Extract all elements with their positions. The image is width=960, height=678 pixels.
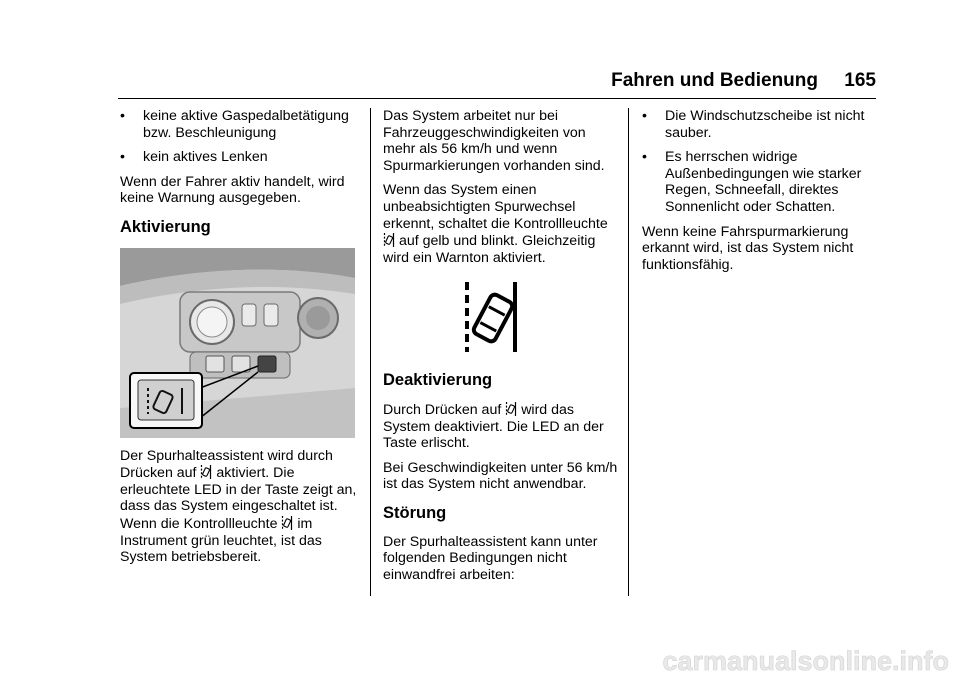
paragraph: Wenn der Fahrer aktiv handelt, wird keine Warnung ausgegeben. — [120, 173, 345, 207]
column-3 — [642, 108, 876, 281]
list-item — [120, 108, 360, 141]
heading-aktivierung: Aktivierung — [120, 217, 211, 236]
text: im Instrument grün leuchtet, ist das System betriebsbereit. — [120, 515, 322, 566]
lane-assist-icon — [281, 515, 293, 531]
header-rule — [118, 98, 876, 99]
heading-stoerung: Störung — [383, 503, 447, 522]
paragraph — [383, 182, 618, 266]
watermark-text: carmanualsonline.info — [662, 646, 949, 676]
column-divider — [370, 108, 371, 596]
bullet-mark: • — [642, 149, 647, 166]
text: Durch Drücken auf — [383, 401, 502, 418]
paragraph — [120, 448, 360, 566]
paragraph — [383, 401, 618, 452]
bullet-text: Die Windschutzscheibe ist nicht sauber. — [665, 108, 865, 141]
text: aktiviert. Die erleuchtete LED in der Taste zeigt an, dass das System eingeschaltet ist. Wenn die Kontrollleuchte — [120, 465, 357, 532]
page-number: 165 — [844, 70, 876, 91]
section-title: Fahren und Bedienung — [611, 70, 818, 91]
list-item — [120, 149, 360, 166]
text: auf gelb und blinkt. Gleichzeitig wird ein Warnton aktiviert. — [383, 233, 596, 266]
text: Wenn das System einen unbeabsichtigten Spurwechsel erkennt, schaltet die Kontrollleuchte — [383, 182, 608, 232]
text: Der Spurhalteassistent wird durch Drücken auf — [120, 447, 333, 482]
watermark — [560, 644, 950, 676]
paragraph: Bei Geschwindigkeiten unter 56 km/h ist das System nicht anwendbar. — [383, 459, 618, 493]
paragraph: Wenn keine Fahrspurmarkierung erkannt wird, ist das System nicht funktionsfähig. — [642, 223, 854, 273]
page-header — [608, 70, 876, 96]
column-1 — [120, 108, 360, 574]
column-divider — [628, 108, 629, 596]
lane-assist-icon — [383, 232, 395, 248]
bullet-mark: • — [120, 149, 125, 166]
list-item — [642, 108, 876, 141]
bullet-text: Es herrschen widrige Außenbedingungen wie starker Regen, Schneefall, direktes Sonnenlicht oder Schatten. — [665, 149, 862, 215]
heading-deaktivierung: Deaktivierung — [383, 371, 493, 390]
lane-assist-icon — [200, 464, 212, 480]
text: wird das System deaktiviert. Die LED an der Taste erlischt. — [383, 401, 604, 452]
bullet-mark: • — [642, 108, 647, 124]
paragraph: Der Spurhalteassistent kann unter folgenden Bedingungen nicht einwandfrei arbeiten: — [383, 533, 598, 583]
bullet-mark: • — [120, 108, 125, 124]
list-item — [642, 149, 876, 215]
column-2 — [383, 108, 618, 591]
bullet-text: keine aktive Gaspedalbetätigung bzw. Beschleunigung — [143, 108, 349, 141]
lane-assist-symbol-icon — [457, 280, 535, 354]
paragraph: Das System arbeitet nur bei Fahrzeuggeschwindigkeiten von mehr als 56 km/h und wenn Spurmarkierungen vorhanden sind. — [383, 108, 605, 174]
bullet-text: kein aktives Lenken — [143, 149, 268, 166]
button-location-photo — [120, 248, 355, 438]
lane-assist-icon — [505, 401, 517, 417]
